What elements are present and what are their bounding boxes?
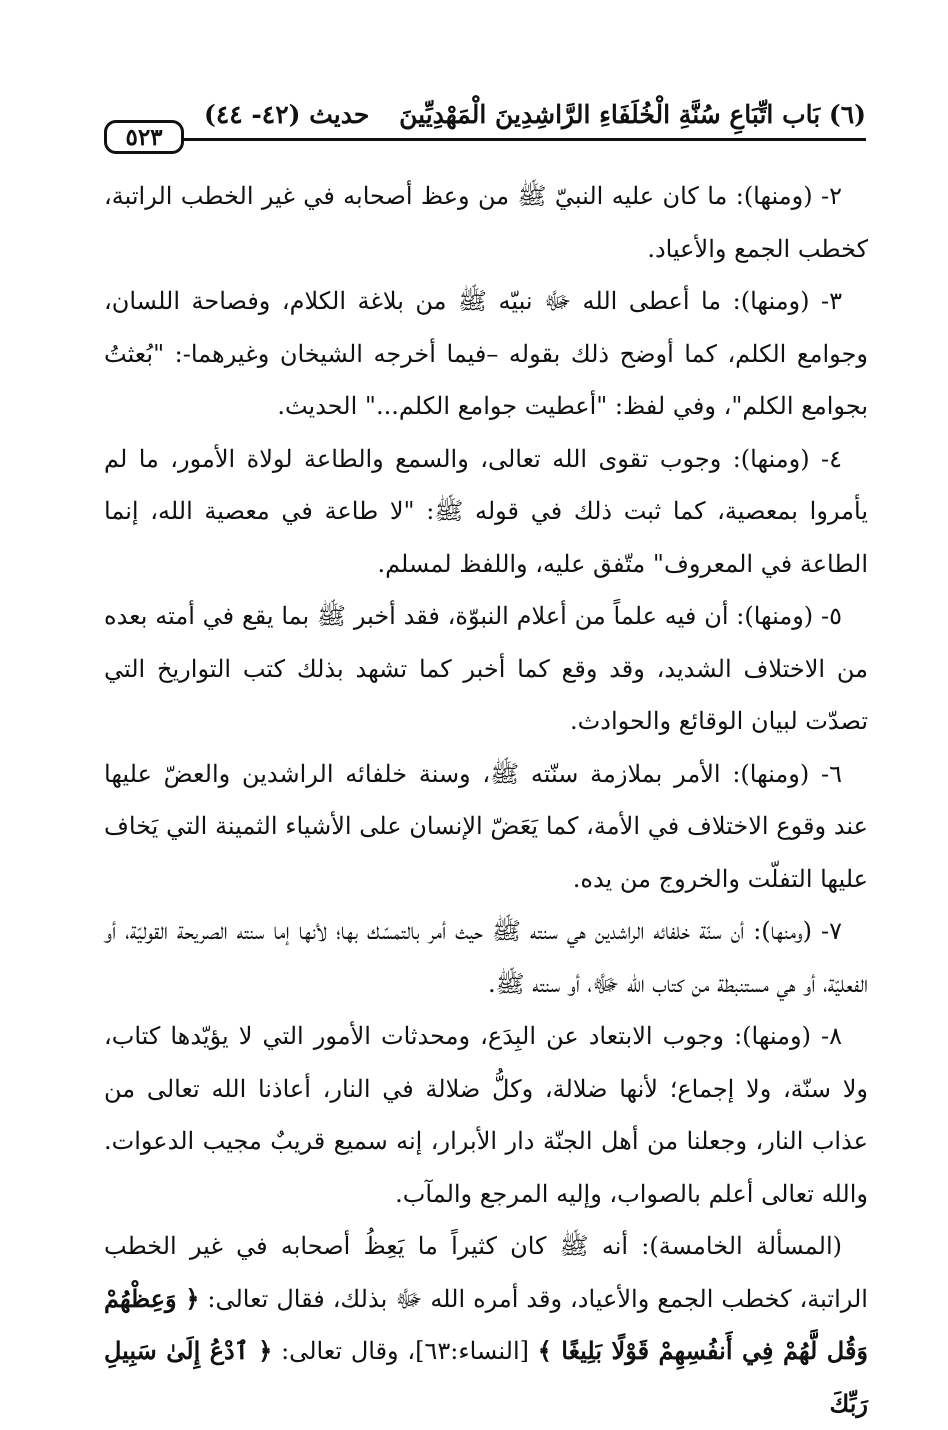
page-header (104, 96, 866, 158)
paragraph-text: (ومنها): ما كان عليه النبيّ ﷺ من وعظ أصحابه في غير الخطب الراتبة، كخطب الجمع والأعياد. (104, 182, 868, 263)
paragraph-benefit-2 (104, 170, 868, 275)
paragraph-number: ٧- (821, 917, 842, 945)
paragraph-text: (ومنها): وجوب الابتعاد عن البِدَع، ومحدثات الأمور التي لا يؤيّدها كتاب، ولا سنّة، ولا إجماع؛ لأنها ضلالة، وكلُّ ضلالة في النار، أعاذنا الله تعالى من عذاب النار، وجعلنا من أهل الجنّة دار الأبرار، إنه سميع قريبٌ مجيب الدعوات. والله تعالى أعلم بالصواب، وإليه المرجع والمآب. (104, 1022, 868, 1208)
paragraph-benefit-3 (104, 275, 868, 433)
page-body (104, 170, 868, 1430)
header-rule (184, 138, 866, 141)
paragraph-benefit-6 (104, 748, 868, 906)
paragraph-number: ٤- (821, 444, 842, 473)
paragraph-fifth-issue (104, 1220, 868, 1430)
paragraph-benefit-5 (104, 590, 868, 748)
paragraph-text: (ومنها): ما أعطى الله ﷻ نبيّه ﷺ من بلاغة الكلام، وفصاحة اللسان، وجوامع الكلم، كما أوضح ذلك بقوله –فيما أخرجه الشيخان وغيرهما-: "بُعثتُ بجوامع الكلم"، وفي لفظ: "أعطيت جوامع الكلم..." الحديث. (104, 287, 868, 420)
paragraph-text: (ومنها): وجوب تقوى الله تعالى، والسمع والطاعة لولاة الأمور، ما لم يأمروا بمعصية، كما ثبت ذلك في قوله ﷺ: "لا طاعة في معصية الله، إنما الطاعة في المعروف" متّفق عليه، واللفظ لمسلم. (104, 444, 868, 578)
hadith-range: حديث (٤٢- ٤٤) (204, 100, 370, 129)
paragraph-text: (ومنها): أن سنّة خلفائه الراشدين هي سنته ﷺ حيث أمر بالتمسّك بها؛ لأنها إما سنته الصريحة القوليّة، أو الفعليّة، أو هي مستنبطة من كتاب الله ﷻ، أو سنته ﷺ. (104, 917, 868, 998)
chapter-title: (٦) بَاب اتِّبَاعِ سُنَّةِ الْخُلَفَاءِ الرَّاشِدِينَ الْمَهْدِيِّينَ (399, 100, 866, 129)
paragraph-number: ٨- (821, 1022, 842, 1050)
paragraph-benefit-8 (104, 1010, 868, 1220)
paragraph-number: ٥- (820, 602, 842, 630)
quran-verse: ﴿ وَعِظْهُمْ وَقُل لَّهُمْ فِي أَنفُسِهِمْ قَوْلًا بَلِيغًا ﴾ (104, 1283, 869, 1365)
verse-reference: [النساء:٦٣]، وقال تعالى: (272, 1337, 538, 1365)
paragraph-text: (المسألة الخامسة): أنه ﷺ كان كثيراً ما يَعِظُ أصحابه في غير الخطب الراتبة، كخطب الجمع والأعياد، وقد أمره الله ﷻ بذلك، فقال تعالى: (104, 1232, 868, 1313)
paragraph-text: (ومنها): أن فيه علماً من أعلام النبوّة، فقد أخبر ﷺ بما يقع في أمته بعده من الاختلاف الشديد، وقد وقع كما أخبر كما تشهد بذلك كتب التواريخ التي تصدّت لبيان الوقائع والحوادث. (104, 602, 868, 735)
paragraph-benefit-7 (104, 905, 868, 1010)
paragraph-number: ٦- (821, 759, 842, 788)
paragraph-benefit-4 (104, 433, 868, 591)
page-number: ٥٢٣ (104, 120, 184, 154)
paragraph-number: ٢- (821, 182, 842, 210)
paragraph-number: ٣- (821, 287, 842, 315)
quran-verse: ﴿ ٱدْعُ إِلَىٰ سَبِيلِ رَبِّكَ (104, 1336, 868, 1418)
paragraph-text: (ومنها): الأمر بملازمة سنّته ﷺ، وسنة خلفائه الراشدين والعضّ عليها عند وقوع الاختلاف في الأمة، كما يَعَضّ الإنسان على الأشياء الثمينة التي يَخاف عليها التفلّت والخروج من يده. (104, 759, 868, 893)
